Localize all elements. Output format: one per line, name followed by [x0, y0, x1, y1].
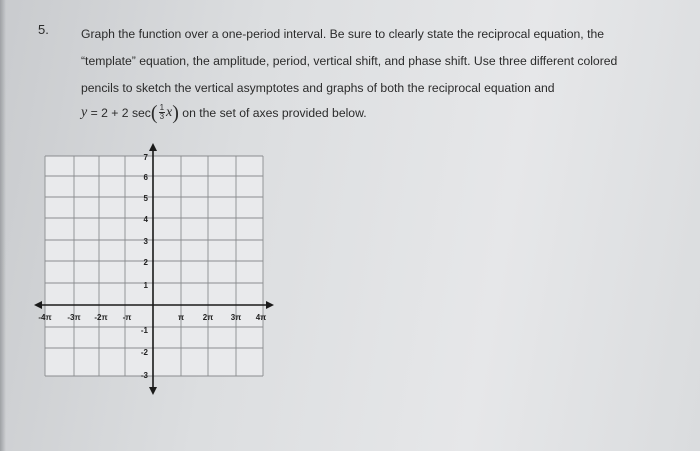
x-tick-label: 2π [202, 313, 214, 322]
x-tick-label: 4π [255, 313, 267, 322]
y-tick-label: 4 [143, 215, 148, 224]
grid-lines [45, 156, 263, 376]
y-tick-label: 2 [143, 258, 148, 267]
y-axis-arrow-down [149, 387, 157, 395]
y-tick-label: 3 [143, 237, 148, 246]
x-tick-label: -3π [67, 313, 81, 322]
y-axis-arrow-up [149, 143, 157, 151]
equation-tail: on the set of axes provided below. [178, 105, 367, 120]
x-tick-label: 3π [230, 313, 242, 322]
right-paren: ) [172, 101, 179, 124]
fraction-numerator: 1 [159, 103, 165, 112]
x-tick-label: -4π [38, 313, 52, 322]
x-axis-arrow-left [34, 301, 42, 309]
equation-x: x [166, 104, 173, 120]
prompt-line-3: pencils to sketch the vertical asymptotes and graphs of both the reciprocal equation and [81, 81, 555, 95]
y-tick-label: -2 [140, 348, 148, 357]
x-tick-label: -π [122, 313, 132, 322]
grid-background [45, 156, 263, 376]
y-tick-label: 1 [143, 281, 148, 290]
x-tick-label: π [177, 313, 185, 322]
question-number: 5. [38, 22, 49, 37]
prompt-line-1: Graph the function over a one-period interval. Be sure to clearly state the reciprocal equation, the [81, 27, 605, 41]
equation-lhs: = 2 + 2 sec [87, 105, 151, 120]
x-axis-arrow-right [266, 301, 274, 309]
y-tick-label: -3 [140, 371, 148, 380]
y-tick-label: -1 [140, 326, 148, 335]
left-paren: ( [150, 101, 158, 124]
y-tick-label: 6 [143, 173, 148, 182]
equation-y: y [81, 104, 88, 120]
prompt-line-2: “template” equation, the amplitude, period, vertical shift, and phase shift. Use three different colored [81, 54, 618, 68]
fraction-denominator: 3 [159, 112, 165, 121]
y-tick-label: 7 [143, 153, 148, 162]
y-tick-label: 5 [143, 194, 148, 203]
x-tick-label: -2π [94, 313, 108, 322]
